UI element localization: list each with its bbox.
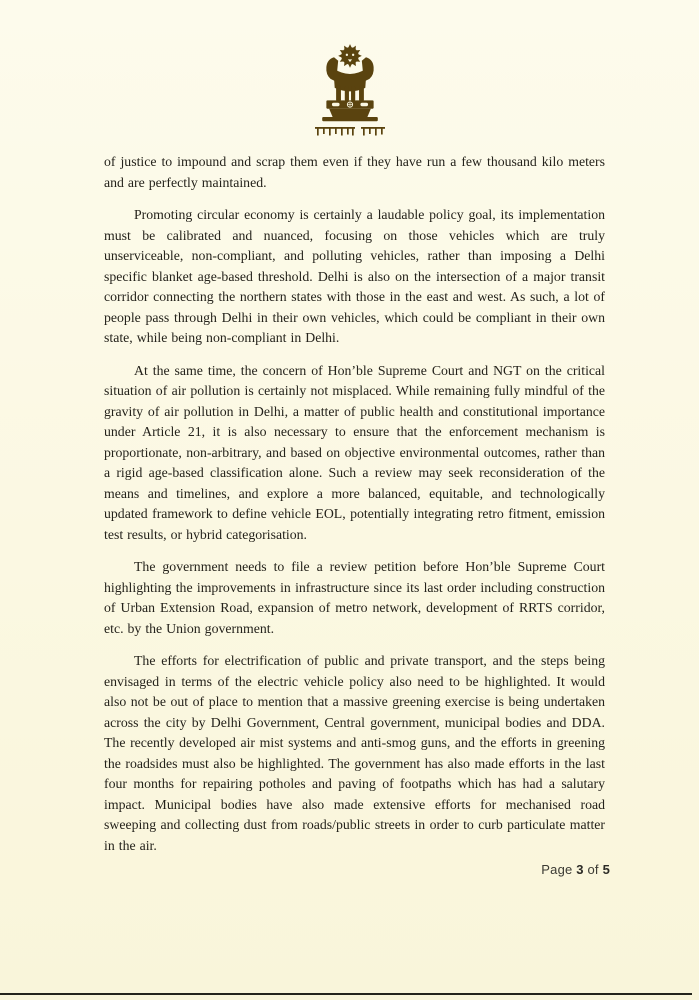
of-word: of: [583, 862, 603, 877]
page-word: Page: [541, 862, 577, 877]
paragraph-review-petition: The government needs to file a review petition before Hon’ble Supreme Court highlighting the improvements in infrastructure since its last order including construction of Urban Extension Road, expansion of metro network, development of RRTS corridor, etc. by the Union government.: [104, 559, 605, 636]
paragraph-supreme-court-ngt: At the same time, the concern of Hon’ble Supreme Court and NGT on the critical situation of air pollution is certainly not misplaced. While remaining fully mindful of the gravity of air pollution in Delhi, a matter of public health and constitutional importance under Article 21, it is also necessary to ensure that the enforcement mechanism is proportionate, non-arbitrary, and based on objective environmental outcomes, rather than a rigid age-based classification alone. Such a review may seek reconsideration of the means and timelines, and explore a more balanced, equitable, and technologically updated framework to define vehicle EOL, potentially integrating retro fitment, emission test results, or hybrid categorisation.: [104, 362, 605, 542]
ashoka-lion-capital-icon: [310, 42, 390, 124]
paragraph-circular-economy: Promoting circular economy is certainly a laudable policy goal, its implementation must be calibrated and nuanced, focusing on those vehicles which are truly unserviceable, non-compliant, and polluting vehicles, rather than imposing a Delhi specific blanket age-based threshold. Delhi is also on the intersection of a major transit corridor connecting the northern states with those in the east and west. As such, a lot of people pass through Delhi in their own vehicles, which could be compliant in their own state, while being non-compliant in Delhi.: [104, 207, 605, 345]
emblem: [0, 42, 699, 138]
satyameva-jayate-motto-icon: [315, 127, 385, 138]
letter-body: [104, 152, 605, 868]
paragraph-electrification-greening: The efforts for electrification of public and private transport, and the steps being envisaged in terms of the electric vehicle policy also need to be highlighted. It would also not be out of place to mention that a massive greening exercise is being undertaken across the city by Delhi Government, Central government, municipal bodies and DDA. The recently developed air mist systems and anti-smog guns, and the efforts in greening the roadsides must also be highlighted. The government has also made efforts in the last four months for repairing potholes and paving of footpaths which has had a salutary impact. Municipal bodies have also made extensive efforts for mechanised road sweeping and collecting dust from roads/public streets in order to curb particulate matter in the air.: [104, 653, 605, 853]
total-page-number: 5: [602, 862, 610, 877]
current-page-number: 3: [576, 862, 584, 877]
paragraph-continuation: of justice to impound and scrap them even if they have run a few thousand kilo meters and are perfectly maintained.: [104, 154, 605, 190]
scan-edge-line: [0, 993, 692, 995]
page-number-indicator: [541, 862, 610, 877]
